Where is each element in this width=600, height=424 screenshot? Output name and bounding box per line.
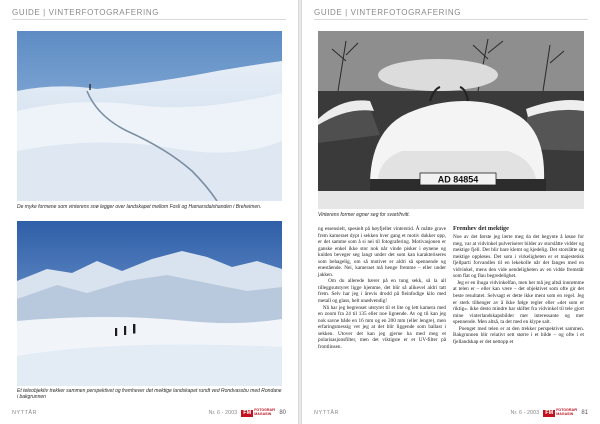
body-column-1: ng essensielt, spesielt på høyfjellet vinterstid. Å måtte grave frem kameraet dypt i sekken hver gang et motiv dukker opp, er det samme som å si nei til fotografering. Motivasjonen er ganske enkel ikke stor nok når vinde pisker i øynene og kulden beveger seg langt under det som kan karakteriseres som behagelig, om så motivet er aldri så spennende og enestående. Nei, kameraet må henge fremme – eller under jakken. Om du allerede bærer på en tung sekk, så la all tilleggsutstyret ligge hjemme, det blir så alikevel aldri tatt frem. Selv har jeg i årevis drodd på fleinfodige kilo med metall og glass, helt unødvendig! Nå har jeg begrenset utstyret til et lite og lett kamera med en zoom fra 24 til 135 eller noe lignende. Av og til kan jeg nok savne både en 16 mm og en 200 mm (eller lengre), men erfaringsmessig vet jeg at det blir liggende som ballast i sekken. Utover det kan jeg gjerne ha med meg et polarisasjonsfilter, men det viktigste er et UV-filter på frontlinsen. xyxy=(318,226,447,350)
right-page-header: GUIDE | VINTERFOTOGRAFERING xyxy=(314,8,588,20)
snow-trail-photo xyxy=(17,31,282,201)
logo-fm: FM xyxy=(243,409,252,416)
snow-car-caption: Vinterens former egner seg for svart/hvitt. xyxy=(318,212,410,218)
logo-text-1: FOTOGRAFI xyxy=(254,408,276,413)
magazine-logo-right xyxy=(543,409,577,417)
snow-trail-caption: De myke formene som vinterens snø legger over landskapet mellom Fosli og Hamarsdalshanden i Breheimen. xyxy=(17,204,262,210)
rondane-caption: Et teleobjektiv trekker sammen perspektivet og fremhever det mektige landskapet rundt ved Rondvassbu med Rondane i bakgrunnen xyxy=(17,388,282,401)
right-page-footer xyxy=(314,408,588,418)
magazine-logo xyxy=(241,409,275,417)
page-number: 80 xyxy=(279,410,286,416)
footer-section-right: NYTTÅR xyxy=(314,410,339,416)
footer-issue-right: Nr. 6 - 2003 xyxy=(510,410,540,416)
footer-issue: Nr. 6 - 2003 xyxy=(208,410,238,416)
license-plate-text: AD 84854 xyxy=(437,174,479,185)
logo-text-2: MAGASIN xyxy=(254,412,272,416)
page-number-right: 81 xyxy=(581,410,588,416)
left-page-header: GUIDE | VINTERFOTOGRAFERING xyxy=(12,8,286,20)
rondane-skiers-photo xyxy=(17,221,282,386)
snow-covered-car-photo xyxy=(318,31,584,209)
left-page-footer xyxy=(12,408,286,418)
body-column-2 xyxy=(453,226,584,410)
left-page xyxy=(0,0,298,424)
logo-text-1-right: FOTOGRAFI xyxy=(556,408,578,413)
section-heading: Fremhev det mektige xyxy=(453,225,509,232)
logo-text-2-right: MAGASIN xyxy=(556,412,574,416)
right-page xyxy=(302,0,600,424)
footer-section: NYTTÅR xyxy=(12,410,37,416)
logo-fm-right: FM xyxy=(545,409,554,416)
body-column-2-text: Noe av det første jeg lærte meg da det begynte å løsne for meg, var at vidvinkel pulveriserer bilder av storslåtte vidder og mektige fjell. Det blir bare klemt og kjedelig. Det storslåtte og mektige oppløses. Det som i virkeligheten er et majestetisk fjellparti forvandles til en lekekolle når det fanges med en vidvinkel, mens den vide uendeligheten av en vidde fremstår som flat og flau begredelighet. Jeg er en ihuga vidvinkelfan, men her må jeg altså innrømme at telen er – eller kan være – det objektivet som ofte gir det beste resultatet. Selvsagt er dette ikke ment som en regel. Jeg er sterk tilhenger av å ikke følge regler eller «det som er riktig». ikke desto mindre har skiftet fra vidvinkel til tele gjort mine vinterlandskapsbilder mer interessante og mer spennende. Men altså, ta det med en klype salt. Poenget med telen er at den trekker perspektivet sammen. Bakgrunnen blir relativt sett større i et bilde – og ofte i et fjellandskap er det nettopp et xyxy=(453,234,585,345)
